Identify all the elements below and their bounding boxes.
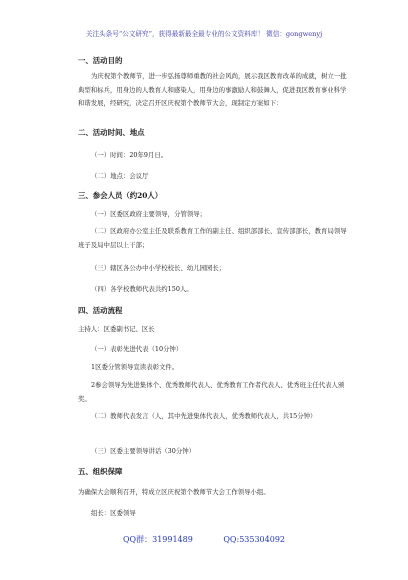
agenda-step: （二）教师代表发言（人，其中先进集体代表人，优秀教师代表人，共15分钟） xyxy=(91,412,317,420)
section-heading-agenda: 四、活动流程 xyxy=(78,306,123,315)
agenda-substep: 2参会领导为先进集体个、优秀教师代表人、优秀教育工作者代表人、优秀班主任代表人颁奖。 xyxy=(78,381,345,403)
section-heading-attendees: 三、参会人员（约20人） xyxy=(78,191,163,200)
agenda-substep: 1区委分管领导宣读表彰文件。 xyxy=(91,363,179,371)
section-heading-purpose: 一、活动目的 xyxy=(78,56,123,65)
section-heading-time-place: 二、活动时间、地点 xyxy=(78,128,145,137)
section-heading-organization: 五、组织保障 xyxy=(78,467,123,476)
attendee-item: （二）区政府办公室主任及联系教育工作的副主任、组织部部长、宣传部部长，教育局领导班子及局中层以上干部； xyxy=(78,227,347,249)
attendee-item: （三）辖区各公办中小学校校长、幼儿园园长； xyxy=(91,264,226,272)
host-line: 主持人：区委副书记、区长 xyxy=(78,325,155,333)
event-place: （二）地点：会议厅 xyxy=(91,172,149,180)
group-leader-line: 组长：区委领导 xyxy=(91,509,136,517)
attendee-item: （四）各学校教师代表共约150人。 xyxy=(91,285,193,293)
qq-group-text: QQ群：31991489 xyxy=(122,535,193,544)
organization-paragraph: 为确保大会顺利召开，特成立区庆祝第个教师节大会工作领导小组。 xyxy=(78,488,270,496)
attendee-item: （一）区委区政府主要领导，分管领导； xyxy=(91,210,207,218)
qq-number-text: QQ:535304092 xyxy=(223,535,285,544)
agenda-step: （三）区委主要领导讲话（30分钟） xyxy=(91,447,195,455)
agenda-step: （一）表彰先进代表（10分钟） xyxy=(91,345,183,353)
event-time: （一）时间：20年9月日。 xyxy=(91,151,168,159)
purpose-paragraph: 为庆祝第个教师节，进一步弘扬尊师重教的社会风尚，展示我区教育改革的成就，树立一批典型和标兵，用身边的人教育人和感染人，用身边的事激励人和鼓舞人，促进我区教育事业科学和谐发展，经研究，决定召开区庆祝第个教师节大会，现制定方案如下： xyxy=(78,72,347,108)
header-banner: 关注头条号“公文研究”，获得最新最全最专业的公文资料库！ 微信：gongwenyj xyxy=(85,30,323,38)
footer-contact xyxy=(0,534,408,545)
